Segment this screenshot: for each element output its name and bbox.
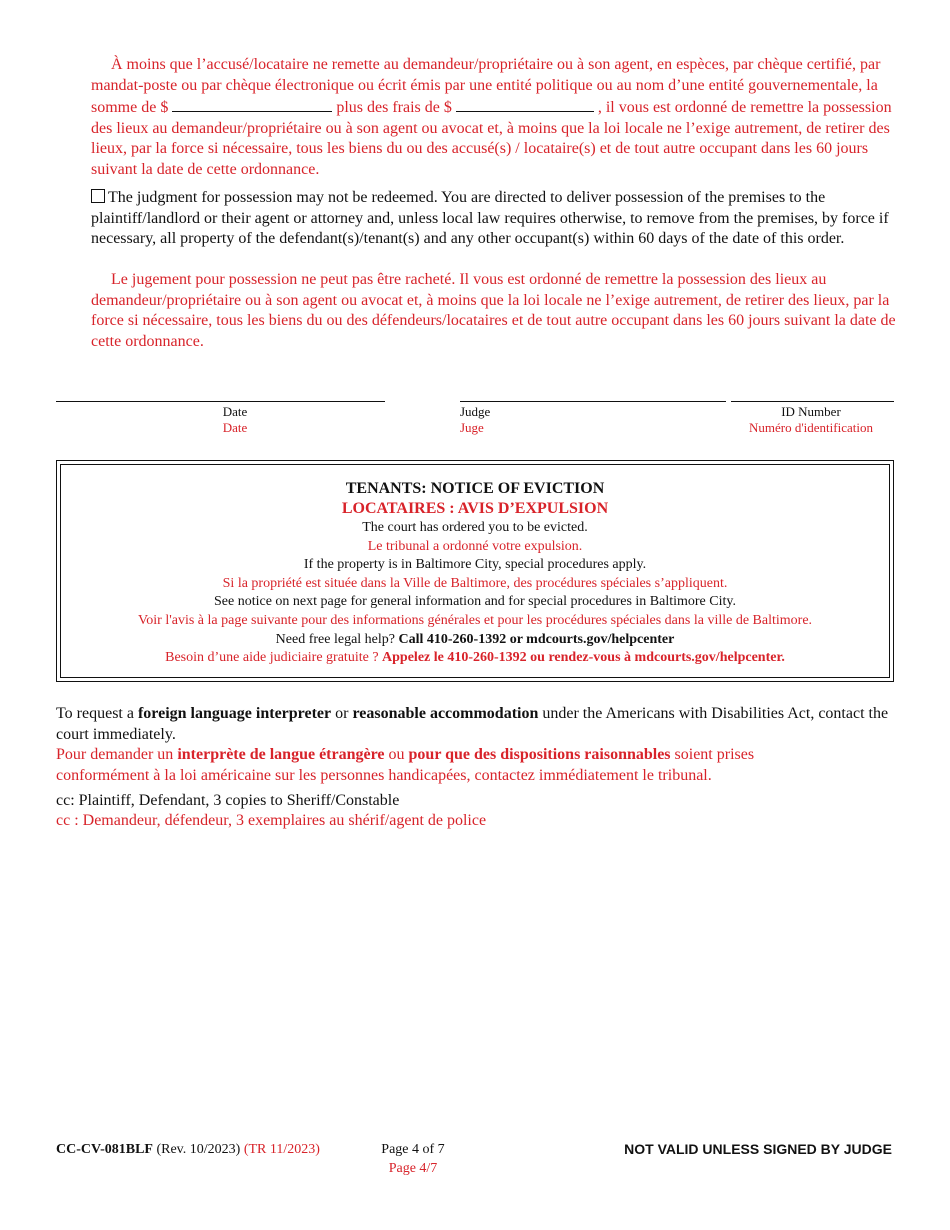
- interp-fr-b2: pour que des dispositions raisonnables: [408, 746, 671, 763]
- notice-help-en: [61, 631, 889, 650]
- notice-line3-en: See notice on next page for general information and for special procedures in Baltimore City.: [214, 594, 736, 610]
- interpreter-paragraph-fr: [56, 745, 826, 786]
- eviction-notice-box: [56, 460, 894, 682]
- form-revision: (Rev. 10/2023): [156, 1142, 241, 1157]
- eviction-notice-content: [61, 465, 889, 668]
- fr-payment-paragraph: [91, 55, 896, 180]
- notice-line1-fr: Le tribunal a ordonné votre expulsion.: [367, 538, 583, 554]
- judge-label: [460, 404, 494, 436]
- id-number-label: [731, 404, 891, 436]
- fr-payment-text-after: , il vous est ordonné de remettre la possession des lieux au demandeur/propriétaire ou à son agent ou avocat et, à moins que la loi locale ne l’exige autrement, de retirer des lieux, par la force si nécessaire, tous les biens du ou des accusé(s) / locataire(s) et de tout autre occupant dans les 60 jours suivant la date de cette ordonnance.: [91, 99, 892, 178]
- notice-help-fr-contact[interactable]: Appelez le 410-260-1392 ou rendez-vous à mdcourts.gov/helpcenter.: [382, 650, 785, 666]
- interpreter-paragraph-en: [56, 704, 896, 745]
- judge-label-fr: Juge: [460, 420, 484, 435]
- cc-line-en: cc: Plaintiff, Defendant, 3 copies to Sheriff/Constable: [56, 792, 400, 809]
- not-valid-notice: NOT VALID UNLESS SIGNED BY JUDGE: [624, 1141, 892, 1157]
- notice-help-fr-pre: Besoin d’une aide judiciaire gratuite ?: [165, 650, 379, 666]
- no-redeem-paragraph-en: [91, 188, 896, 250]
- date-label-fr: Date: [222, 420, 248, 435]
- notice-help-fr: [61, 649, 889, 668]
- no-redeem-checkbox[interactable]: [91, 189, 105, 203]
- notice-line2-en: If the property is in Baltimore City, special procedures apply.: [303, 557, 647, 573]
- interp-en-b2: reasonable accommodation: [352, 705, 539, 722]
- footer-form-id: [56, 1140, 320, 1159]
- notice-help-en-pre: Need free legal help?: [275, 631, 395, 647]
- notice-line1-en: The court has ordered you to be evicted.: [362, 520, 588, 535]
- date-label: [175, 404, 295, 436]
- notice-line2-fr: Si la propriété est située dans la Ville de Baltimore, des procédures spéciales s’appliquent.: [222, 575, 728, 591]
- page-number-fr: Page 4/7: [388, 1161, 438, 1176]
- form-translation-rev: (TR 11/2023): [243, 1142, 320, 1157]
- interp-fr-1: Pour demander un: [56, 746, 174, 763]
- interp-en-2: or: [335, 705, 349, 722]
- interp-en-3: under the Americans with Disabilities Act, contact the court immediately.: [56, 705, 889, 743]
- interp-fr-3: soient prises conformément à la loi américaine sur les personnes handicapées, contactez immédiatement le tribunal.: [56, 746, 755, 784]
- notice-title-en: TENANTS: NOTICE OF EVICTION: [345, 480, 605, 497]
- id-number-line[interactable]: [731, 401, 894, 402]
- date-signature-line[interactable]: [56, 401, 385, 402]
- fr-payment-text-before: À moins que l’accusé/locataire ne remette au demandeur/propriétaire ou à son agent, en espèces, par chèque certifié, par mandat-poste ou par chèque électronique ou écrit émis par une entité politique ou au nom d’une entité gouvernementale, la somme de $: [91, 56, 881, 116]
- cc-line-fr: cc : Demandeur, défendeur, 3 exemplaires au shérif/agent de police: [56, 812, 487, 829]
- interp-fr-b1: interprète de langue étrangère: [177, 746, 385, 763]
- amount-field[interactable]: [172, 96, 332, 112]
- fees-field[interactable]: [456, 96, 594, 112]
- notice-title-fr: LOCATAIRES : AVIS D’EXPULSION: [341, 500, 609, 517]
- notice-help-en-contact[interactable]: Call 410-260-1392 or mdcourts.gov/helpcenter: [398, 631, 675, 647]
- interp-en-1: To request a: [56, 705, 134, 722]
- interp-en-b1: foreign language interpreter: [137, 705, 332, 722]
- id-number-label-en: ID Number: [781, 404, 841, 419]
- judge-label-en: Judge: [460, 404, 491, 419]
- footer-page-number: [366, 1140, 460, 1178]
- judge-signature-line[interactable]: [460, 401, 726, 402]
- fr-payment-text-middle: plus des frais de $: [336, 99, 452, 116]
- no-redeem-text-en: The judgment for possession may not be redeemed. You are directed to deliver possession of the premises to the plaintiff/landlord or their agent or attorney and, unless local law requires otherwise, to remove from the premises, by force if necessary, all property of the defendant(s)/tenant(s) and any other occupant(s) within 60 days of the date of this order.: [91, 189, 889, 247]
- date-label-en: Date: [222, 404, 248, 419]
- no-redeem-paragraph-fr: Le jugement pour possession ne peut pas être racheté. Il vous est ordonné de remettre la possession des lieux au demandeur/propriétaire ou à son agent ou avocat et, à moins que la loi locale ne l’exige autrement, de retirer des lieux, par la force si nécessaire, tous les biens du ou des défendeurs/locataires et de tout autre occupant dans les 60 jours suivant la date de cette ordonnance.: [91, 271, 896, 350]
- notice-line3-fr: Voir l'avis à la page suivante pour des informations générales et pour les procédures spéciales dans la ville de Baltimore.: [137, 612, 813, 628]
- eviction-notice-inner-border: [60, 464, 890, 678]
- id-number-label-fr: Numéro d'identification: [748, 420, 873, 435]
- page-number-en: Page 4 of 7: [381, 1142, 445, 1157]
- form-number: CC-CV-081BLF: [56, 1142, 153, 1157]
- interp-fr-2: ou: [388, 746, 405, 763]
